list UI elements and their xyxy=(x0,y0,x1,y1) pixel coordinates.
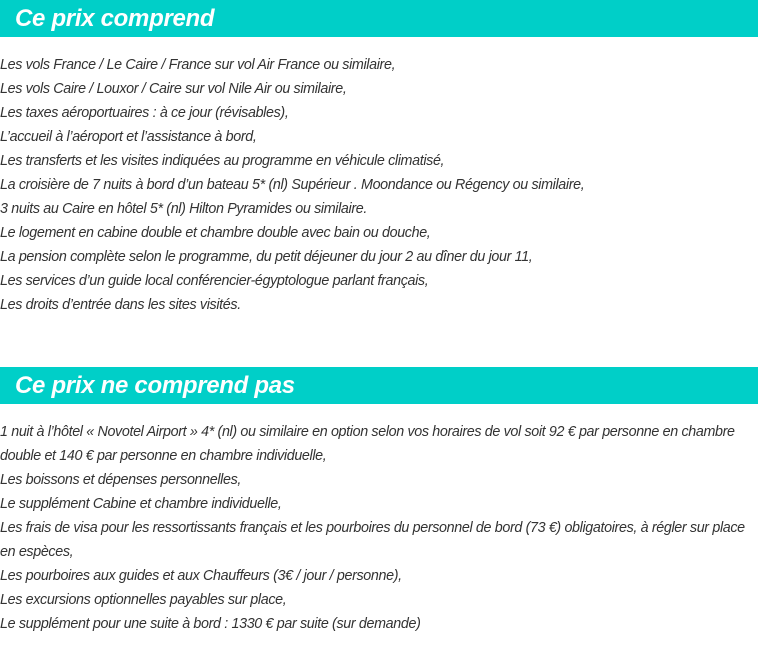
included-section-header xyxy=(0,0,758,37)
list-item: Les pourboires aux guides et aux Chauffeurs (3€ / jour / personne), xyxy=(0,568,402,584)
list-item: Les droits d’entrée dans les sites visités. xyxy=(0,297,241,313)
list-item: L’accueil à l’aéroport et l’assistance à bord, xyxy=(0,129,257,145)
list-item: Les vols Caire / Louxor / Caire sur vol Nile Air ou similaire, xyxy=(0,81,347,97)
list-item: Les vols France / Le Caire / France sur vol Air France ou similaire, xyxy=(0,57,396,73)
list-item: 3 nuits au Caire en hôtel 5* (nl) Hilton Pyramides ou similaire. xyxy=(0,201,367,217)
list-item: Les boissons et dépenses personnelles, xyxy=(0,472,242,488)
excluded-list xyxy=(0,420,745,636)
list-item: La croisière de 7 nuits à bord d’un bateau 5* (nl) Supérieur . Moondance ou Régency ou similaire, xyxy=(0,177,585,193)
list-item: Le logement en cabine double et chambre double avec bain ou douche, xyxy=(0,225,431,241)
included-list xyxy=(0,53,745,317)
excluded-section-header xyxy=(0,367,758,404)
excluded-section-title: Ce prix ne comprend pas xyxy=(15,372,295,399)
list-item: 1 nuit à l’hôtel « Novotel Airport » 4* (nl) ou similaire en option selon vos horaires de vol soit 92 € par personne en chambre double et 140 € par personne en chambre individuelle, xyxy=(0,424,735,464)
list-item: Le supplément pour une suite à bord : 1330 € par suite (sur demande) xyxy=(0,616,421,632)
list-item: Les taxes aéroportuaires : à ce jour (révisables), xyxy=(0,105,289,121)
list-item: Les frais de visa pour les ressortissants français et les pourboires du personnel de bord (73 €) obligatoires, à régler sur place en espèces, xyxy=(0,520,745,560)
list-item: Les transferts et les visites indiquées au programme en véhicule climatisé, xyxy=(0,153,445,169)
list-item: Les excursions optionnelles payables sur place, xyxy=(0,592,287,608)
list-item: Le supplément Cabine et chambre individuelle, xyxy=(0,496,282,512)
list-item: La pension complète selon le programme, du petit déjeuner du jour 2 au dîner du jour 11, xyxy=(0,249,533,265)
included-section-title: Ce prix comprend xyxy=(15,5,215,32)
list-item: Les services d’un guide local conférencier-égyptologue parlant français, xyxy=(0,273,429,289)
